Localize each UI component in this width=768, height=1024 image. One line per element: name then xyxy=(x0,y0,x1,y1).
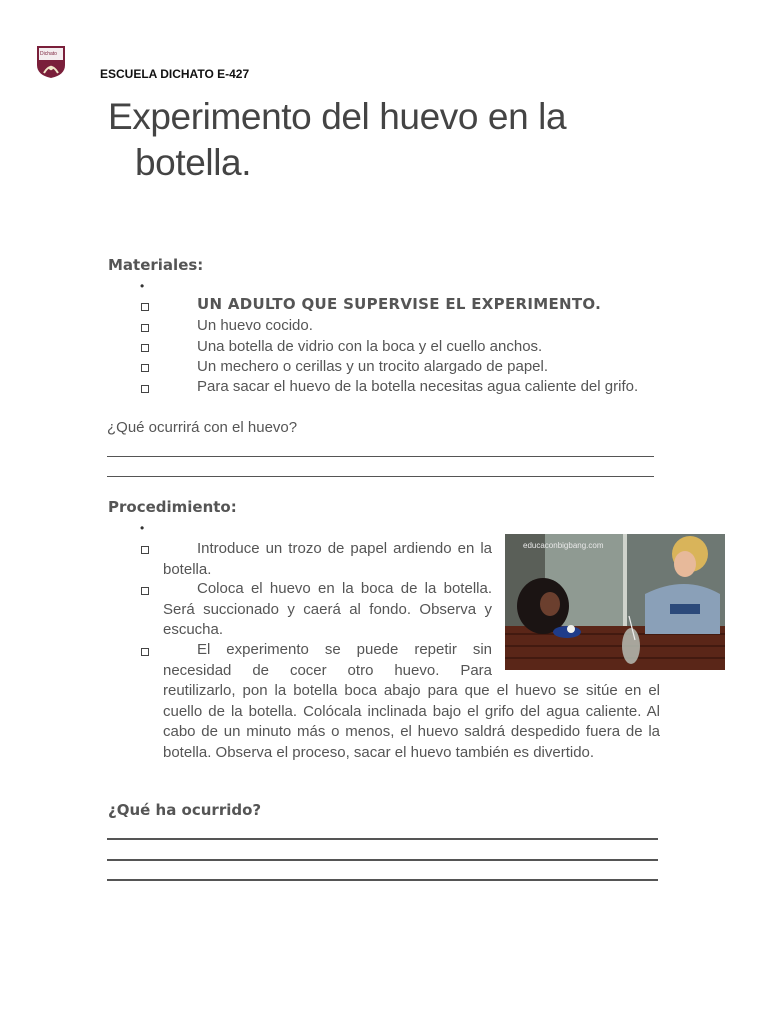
checkbox-icon xyxy=(141,324,149,332)
procedure-step: Coloca el huevo en la boca de la botella. Será succionado y caerá al fondo. Observa y escucha. xyxy=(163,580,492,638)
question-text: ¿Qué ocurrirá con el huevo? xyxy=(107,419,298,436)
page-title xyxy=(108,94,668,186)
checkbox-icon xyxy=(141,648,149,656)
checkbox-icon xyxy=(141,587,149,595)
bullet: • xyxy=(140,279,145,293)
checkbox-icon xyxy=(141,385,149,393)
school-name: ESCUELA DICHATO E-427 xyxy=(100,67,250,81)
answer-line xyxy=(107,838,658,840)
title-line-1: Experimento del huevo en la xyxy=(108,96,567,137)
materiales-heading: Materiales: xyxy=(108,256,204,274)
resultado-heading: ¿Qué ha ocurrido? xyxy=(108,801,262,819)
photo-watermark: educaconbigbang.com xyxy=(523,541,604,550)
material-item: Una botella de vidrio con la boca y el cuello anchos. xyxy=(197,338,543,355)
procedure-step: El experimento se puede repetir sin necesidad de cocer otro huevo. Para xyxy=(163,641,492,679)
material-item: Un mechero o cerillas y un trocito alargado de papel. xyxy=(197,358,549,375)
experiment-photo xyxy=(505,534,725,670)
checkbox-icon xyxy=(141,546,149,554)
material-item: Un huevo cocido. xyxy=(197,317,313,334)
procedure-step: Introduce un trozo de papel ardiendo en la botella. xyxy=(163,540,492,578)
procedimiento-heading: Procedimiento: xyxy=(108,498,237,516)
material-item: Para sacar el huevo de la botella necesitas agua caliente del grifo. xyxy=(197,378,639,395)
logo-text: Dichato xyxy=(40,51,57,57)
checkbox-icon xyxy=(141,344,149,352)
answer-line xyxy=(107,456,654,457)
bullet: • xyxy=(140,521,145,535)
title-line-2: botella. xyxy=(135,142,252,183)
checkbox-icon xyxy=(141,364,149,372)
material-item-adult: UN ADULTO QUE SUPERVISE EL EXPERIMENTO. xyxy=(197,295,602,313)
procedure-step-continued: reutilizarlo, pon la botella boca abajo para que el huevo se sitúe en el cuello de la botella. Colócala inclinada bajo el grifo del agua caliente. Al cabo de un minuto más o menos, el huevo saldrá despedido fuera de la botella. Observa el proceso, sacar el huevo también es divertido. xyxy=(163,682,660,761)
school-logo xyxy=(36,45,66,79)
answer-line xyxy=(107,879,658,881)
answer-line xyxy=(107,476,654,477)
checkbox-icon xyxy=(141,303,149,311)
answer-line xyxy=(107,859,658,861)
